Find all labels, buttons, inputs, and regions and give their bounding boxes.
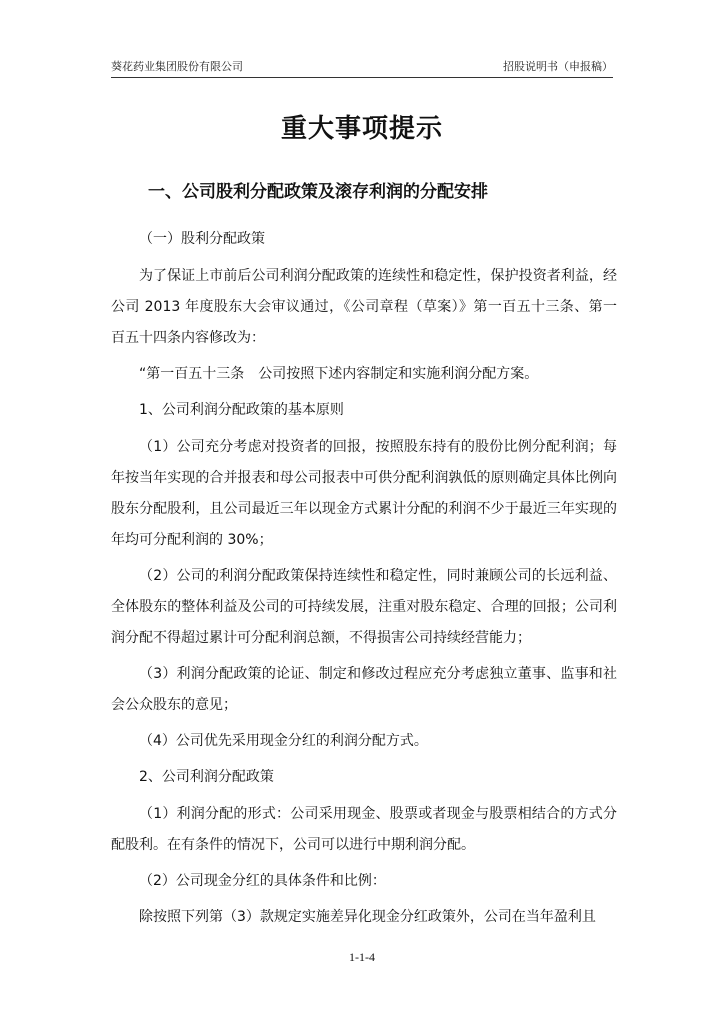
paragraph: （2）公司的利润分配政策保持连续性和稳定性，同时兼顾公司的长远利益、全体股东的整体利益及公司的可持续发展，注重对股东稳定、合理的回报；公司利润分配不得超过累计可分配利润总额，不得损害公司持续经营能力； bbox=[111, 568, 617, 646]
paragraph: （1）利润分配的形式：公司采用现金、股票或者现金与股票相结合的方式分配股利。在有条件的情况下，公司可以进行中期利润分配。 bbox=[111, 806, 617, 853]
header-document-type: 招股说明书（申报稿） bbox=[503, 60, 613, 73]
body-content bbox=[111, 224, 617, 938]
header-company-name: 葵花药业集团股份有限公司 bbox=[111, 60, 243, 73]
paragraph: 为了保证上市前后公司利润分配政策的连续性和稳定性，保护投资者利益，经公司 2013 年度股东大会审议通过，《公司章程（草案）》第一百五十三条、第一百五十四条内容修改为： bbox=[111, 268, 617, 346]
section-heading: 一、公司股利分配政策及滚存利润的分配安排 bbox=[148, 182, 488, 202]
list-heading: 2、公司利润分配政策 bbox=[139, 769, 274, 785]
page-number: 1-1-4 bbox=[349, 950, 375, 964]
paragraph: 除按照下列第（3）款规定实施差异化现金分红政策外，公司在当年盈利且 bbox=[139, 909, 596, 925]
paragraph: （2）公司现金分红的具体条件和比例： bbox=[139, 873, 386, 889]
page-header bbox=[111, 58, 613, 76]
paragraph: （1）公司充分考虑对投资者的回报，按照股东持有的股份比例分配利润；每年按当年实现的合并报表和母公司报表中可供分配利润孰低的原则确定具体比例向股东分配股利，且公司最近三年以现金方式累计分配的利润不少于最近三年实现的年均可分配利润的 30%； bbox=[111, 439, 617, 548]
paragraph: （4）公司优先采用现金分红的利润分配方式。 bbox=[139, 733, 428, 749]
list-heading: 1、公司利润分配政策的基本原则 bbox=[139, 402, 344, 418]
paragraph: （3）利润分配政策的论证、制定和修改过程应充分考虑独立董事、监事和社会公众股东的意见； bbox=[111, 666, 617, 713]
header-divider bbox=[111, 77, 613, 78]
page-title: 重大事项提示 bbox=[280, 114, 443, 144]
subsection-heading-dividend-policy: （一）股利分配政策 bbox=[139, 231, 265, 247]
paragraph: “第一百五十三条 公司按照下述内容制定和实施利润分配方案。 bbox=[139, 366, 539, 382]
